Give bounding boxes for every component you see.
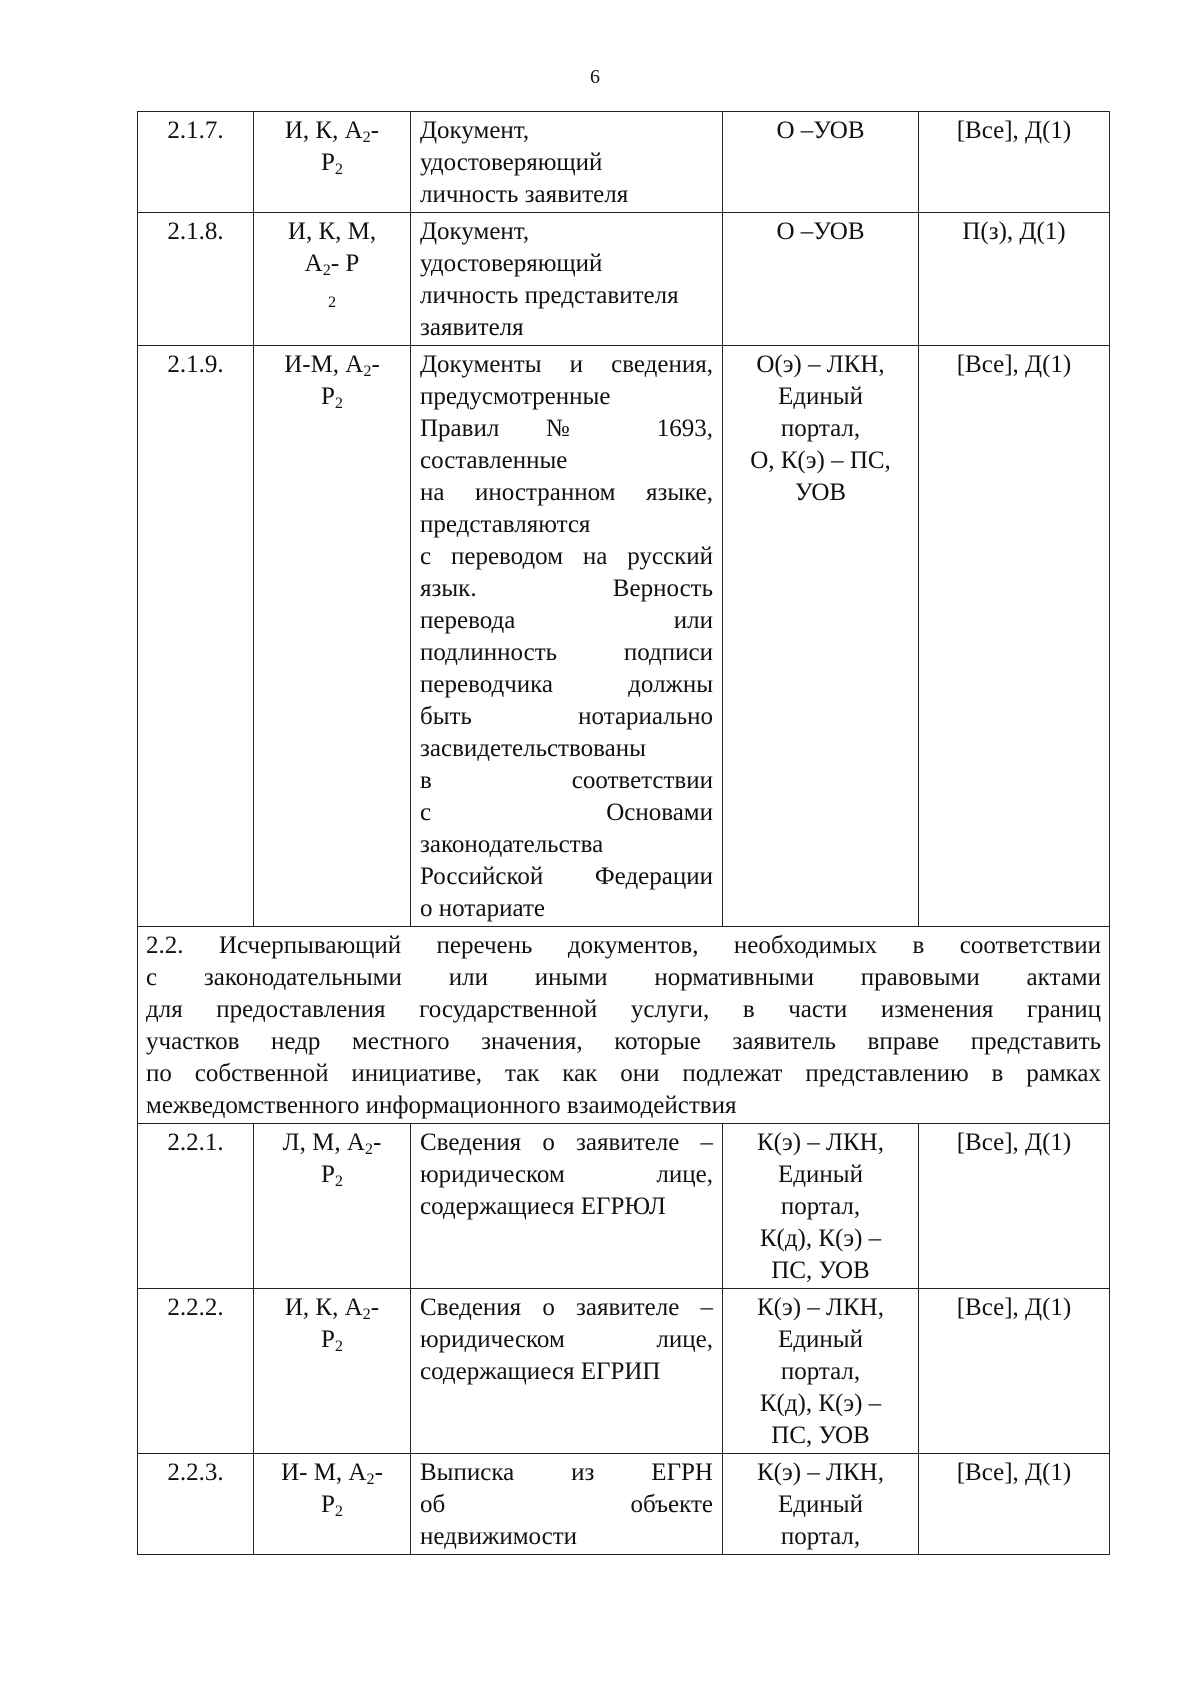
method-line: ПС, УОВ: [771, 1257, 870, 1284]
row-number: 2.2.3.: [138, 1454, 254, 1555]
row-number: 2.1.8.: [138, 213, 254, 346]
description-line: в соответствии: [420, 767, 713, 794]
section-line: межведомственного информационного взаимодействия: [146, 1092, 737, 1119]
method-line: портал,: [780, 1523, 861, 1550]
applicant-category: [254, 346, 411, 927]
description-line: быть нотариально: [420, 703, 713, 730]
description-line: Сведения о заявителе –: [420, 1294, 713, 1321]
description-line: на иностранном языке,: [420, 479, 713, 506]
category-line: $Р_2$: [320, 149, 344, 179]
table-row: [138, 1454, 1110, 1555]
table-section-2-2: [138, 1124, 1110, 1555]
document-description: [411, 1124, 723, 1289]
subscript: 2: [364, 1140, 374, 1159]
submission-method: [723, 213, 919, 346]
row-number: 2.2.2.: [138, 1289, 254, 1454]
method-line: К(д), К(э) –: [759, 1390, 882, 1417]
row-number: 2.1.7.: [138, 112, 254, 213]
document-description: [411, 213, 723, 346]
description-line: юридическом лице,: [420, 1326, 713, 1353]
document-description: [411, 1289, 723, 1454]
method-line: О –УОВ: [776, 218, 865, 245]
section-line: для предоставления государственной услуги, в части изменения границ: [146, 996, 1101, 1023]
document-result: [Все], Д(1): [919, 112, 1110, 213]
description-line: переводчика должны: [420, 671, 713, 698]
table-row: [138, 346, 1110, 927]
section-heading-row: [138, 927, 1110, 1124]
method-line: Единый: [778, 1491, 863, 1518]
applicant-category: [254, 112, 411, 213]
document-result: [Все], Д(1): [919, 346, 1110, 927]
category-line: [263, 280, 401, 312]
row-number: 2.2.1.: [138, 1124, 254, 1289]
submission-method: [723, 1289, 919, 1454]
section-line: с законодательными или иными нормативными правовыми актами: [146, 964, 1101, 991]
method-line: К(э) – ЛКН,: [757, 1459, 884, 1486]
description-line: недвижимости: [420, 1523, 578, 1550]
subscript: 2: [366, 1470, 375, 1489]
category-line: И, К, М,: [287, 218, 377, 245]
category-line: $Р_2$: [320, 1326, 344, 1356]
method-line: портал,: [780, 415, 861, 442]
section-line: 2.2. Исчерпывающий перечень документов, необходимых в соответствии: [146, 932, 1101, 959]
applicant-category: [254, 1124, 411, 1289]
subscript: 2: [334, 394, 344, 413]
method-line: К(э) – ЛКН,: [757, 1129, 884, 1156]
document-description: [411, 112, 723, 213]
document-result: [Все], Д(1): [919, 1124, 1110, 1289]
document-table: [137, 111, 1109, 1555]
description-line: личность представителя: [420, 282, 679, 309]
method-line: Единый: [778, 1161, 863, 1188]
section-line: участков недр местного значения, которые заявитель вправе представить: [146, 1028, 1101, 1055]
submission-method: [723, 1124, 919, 1289]
method-line: К(д), К(э) –: [759, 1225, 882, 1252]
submission-method: [723, 346, 919, 927]
category-line: $Р_2$: [320, 383, 344, 413]
document-description: [411, 346, 723, 927]
description-line: содержащиеся ЕГРЮЛ: [420, 1193, 666, 1220]
requirements-table: [137, 111, 1110, 1555]
subscript: 2: [322, 261, 331, 280]
description-line: язык. Верность: [420, 575, 713, 602]
description-line: Выписка из ЕГРН: [420, 1459, 713, 1486]
description-line: предусмотренные: [420, 383, 611, 410]
page-number: 6: [590, 66, 600, 88]
description-line: Правил № 1693,: [420, 415, 713, 442]
description-line: составленные: [420, 447, 568, 474]
applicant-category: [254, 213, 411, 346]
description-line: удостоверяющий: [420, 149, 603, 176]
method-line: О –УОВ: [776, 117, 865, 144]
description-line: личность заявителя: [420, 181, 629, 208]
submission-method: [723, 112, 919, 213]
subscript: 2: [362, 1305, 371, 1324]
category-line: $Р_2$: [320, 1161, 344, 1191]
description-line: перевода или: [420, 607, 713, 634]
submission-method: [723, 1454, 919, 1555]
method-line: УОВ: [794, 479, 847, 506]
applicant-category: [254, 1289, 411, 1454]
method-line: К(э) – ЛКН,: [757, 1294, 884, 1321]
description-line: о нотариате: [420, 895, 545, 922]
table-section-2-1: [138, 112, 1110, 927]
document-description: [411, 1454, 723, 1555]
subscript: 2: [334, 1172, 344, 1191]
description-line: засвидетельствованы: [420, 735, 646, 762]
category-line: Л, М, $А_2-$: [282, 1129, 382, 1159]
description-line: Документы и сведения,: [420, 351, 713, 378]
category-line: $А_2-$ Р: [304, 250, 360, 280]
subscript: 2: [334, 1337, 344, 1356]
section-2-2-heading: [138, 927, 1110, 1124]
description-line: с переводом на русский: [420, 543, 713, 570]
method-line: портал,: [780, 1193, 861, 1220]
subscript: 2: [363, 362, 372, 381]
table-row: [138, 112, 1110, 213]
description-line: представляются: [420, 511, 591, 538]
description-line: подлинность подписи: [420, 639, 713, 666]
document-result: [Все], Д(1): [919, 1454, 1110, 1555]
description-line: Сведения о заявителе –: [420, 1129, 713, 1156]
table-row: [138, 213, 1110, 346]
subscript: 2: [362, 128, 371, 147]
category-line: И, К, $А_2-$: [284, 1294, 380, 1324]
category-line: И, К, $А_2-$: [284, 117, 380, 147]
category-line: И- М, $А_2-$: [281, 1459, 383, 1489]
description-line: законодательства: [420, 831, 604, 858]
method-line: Единый: [778, 1326, 863, 1353]
subscript: 2: [334, 160, 344, 179]
description-line: заявителя: [420, 314, 524, 341]
description-line: Документ,: [420, 218, 530, 245]
document-result: [Все], Д(1): [919, 1289, 1110, 1454]
row-number: 2.1.9.: [138, 346, 254, 927]
subscript: 2: [334, 1502, 344, 1521]
method-line: портал,: [780, 1358, 861, 1385]
table-row: [138, 1124, 1110, 1289]
table-row: [138, 1289, 1110, 1454]
description-line: Российской Федерации: [420, 863, 713, 890]
document-result: П(з), Д(1): [919, 213, 1110, 346]
method-line: Единый: [778, 383, 863, 410]
category-line: И-М, $А_2-$: [284, 351, 380, 381]
description-line: содержащиеся ЕГРИП: [420, 1358, 661, 1385]
description-line: об объекте: [420, 1491, 713, 1518]
applicant-category: [254, 1454, 411, 1555]
category-line: $Р_2$: [320, 1491, 344, 1521]
description-line: Документ,: [420, 117, 530, 144]
section-line: по собственной инициативе, так как они подлежат представлению в рамках: [146, 1060, 1101, 1087]
subscript: 2: [327, 293, 337, 312]
method-line: О(э) – ЛКН,: [756, 351, 885, 378]
description-line: юридическом лице,: [420, 1161, 713, 1188]
method-line: О, К(э) – ПС,: [750, 447, 891, 474]
description-line: с Основами: [420, 799, 713, 826]
method-line: ПС, УОВ: [771, 1422, 870, 1449]
description-line: удостоверяющий: [420, 250, 603, 277]
